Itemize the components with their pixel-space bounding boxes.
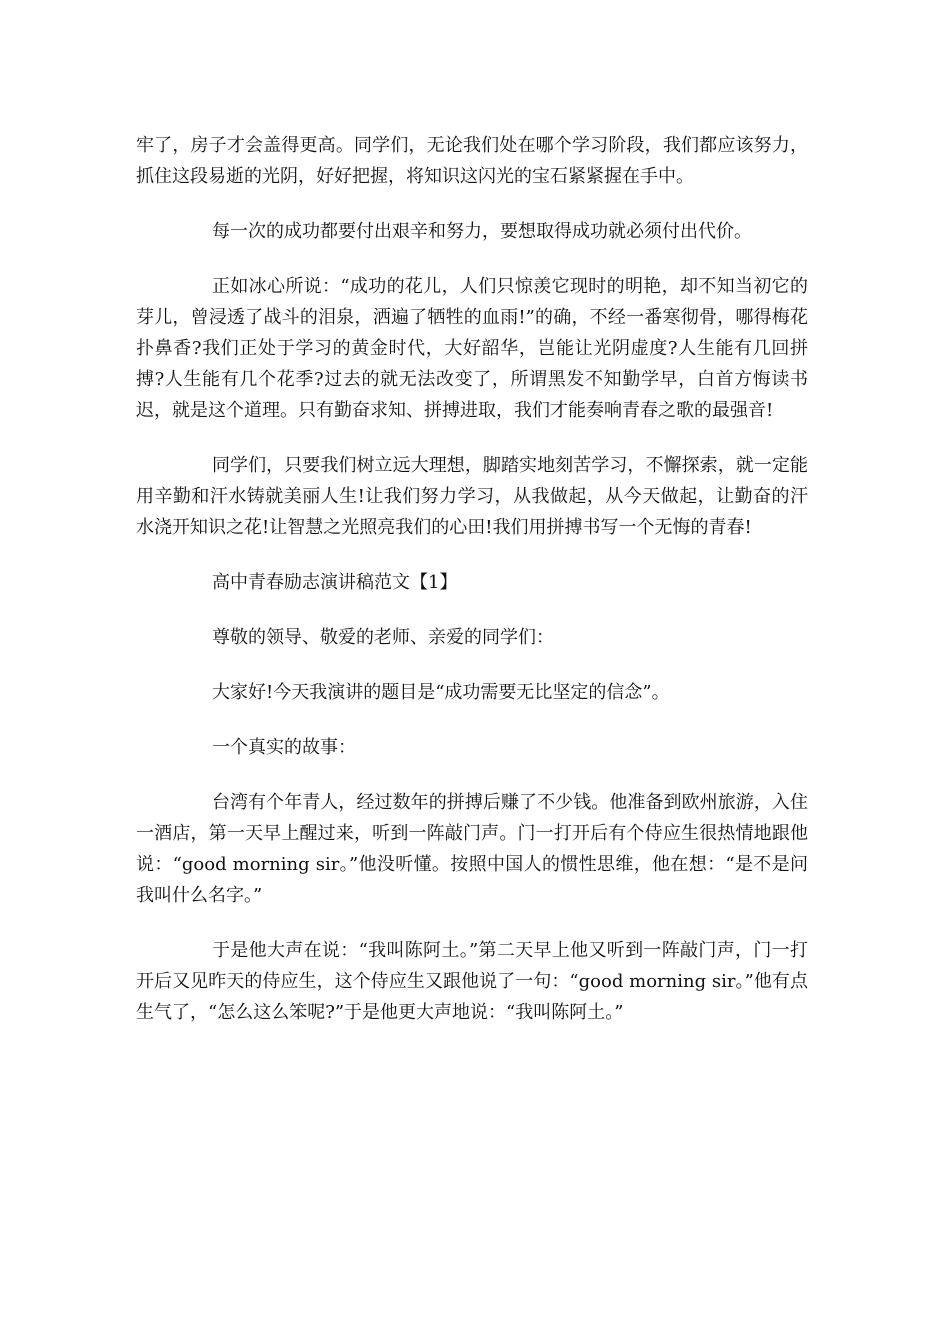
paragraph-story-part1: 台湾有个年青人，经过数年的拼搏后赚了不少钱。他准备到欧州旅游，入住一酒店，第一天早上醒过来，听到一阵敲门声。门一打开后有个侍应生很热情地跟他说：“good morning sir。”他没听懂。按照中国人的惯性思维，他在想：“是不是问我叫什么名字。” — [136, 792, 808, 906]
paragraph-greeting: 大家好!今天我演讲的题目是“成功需要无比坚定的信念”。 — [212, 682, 670, 703]
paragraph-story-part2: 于是他大声在说：“我叫陈阿土。”第二天早上他又听到一阵敲门声，门一打开后又见昨天的侍应生，这个侍应生又跟他说了一句：“good morning sir。”他有点生气了，“怎么这么笨呢?”于是他更大声地说：“我叫陈阿土。” — [136, 940, 808, 1023]
paragraph-effort: 每一次的成功都要付出艰辛和努力，要想取得成功就必须付出代价。 — [212, 221, 752, 242]
paragraph-bingxin-quote: 正如冰心所说：“成功的花儿，人们只惊羡它现时的明艳，却不知当初它的芽儿，曾浸透了战斗的泪泉，洒遍了牺牲的血雨!”的确，不经一番寒彻骨，哪得梅花扑鼻香?我们正处于学习的黄金时代，大好韶华，岂能让光阴虚度?人生能有几回拼搏?人生能有几个花季?过去的就无法改变了，所谓黑发不知勤学早，白首方悔读书迟，就是这个道理。只有勤奋求知、拼搏进取，我们才能奏响青春之歌的最强音! — [136, 276, 808, 421]
paragraph-salutation: 尊敬的领导、敬爱的老师、亲爱的同学们： — [212, 627, 554, 648]
section-heading: 高中青春励志演讲稿范文【1】 — [212, 572, 458, 593]
paragraph-call-to-action: 同学们，只要我们树立远大理想，脚踏实地刻苦学习，不懈探索，就一定能用辛勤和汗水铸就美丽人生!让我们努力学习，从我做起，从今天做起，让勤奋的汗水浇开知识之花!让智慧之光照亮我们的心田!我们用拼搏书写一个无悔的青春! — [136, 455, 808, 538]
paragraph-continuation: 牢了，房子才会盖得更高。同学们，无论我们处在哪个学习阶段，我们都应该努力，抓住这段易逝的光阴，好好把握，将知识这闪光的宝石紧紧握在手中。 — [136, 135, 808, 187]
paragraph-story-intro: 一个真实的故事： — [212, 737, 356, 758]
document-page — [136, 130, 808, 1052]
